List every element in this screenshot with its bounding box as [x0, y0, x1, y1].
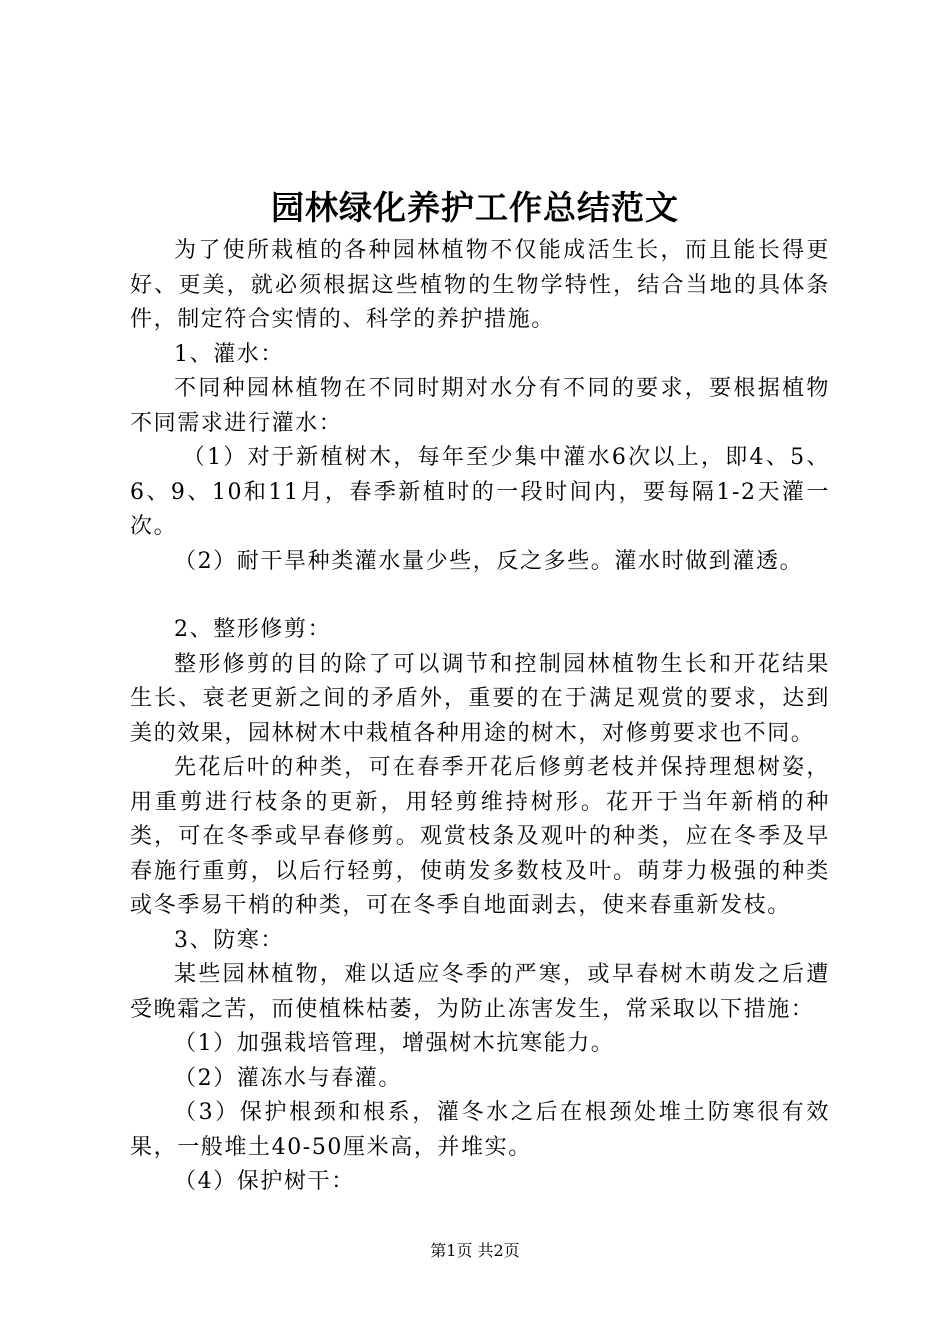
document-body — [130, 234, 830, 1200]
paragraph-watering-item-2: （2）耐干旱种类灌水量少些，反之多些。灌水时做到灌透。 — [174, 548, 804, 574]
paragraph-pruning-purpose: 整形修剪的目的除了可以调节和控制园林植物生长和开花结果生长、衰老更新之间的矛盾外，重要的在于满足观赏的要求，达到美的效果，园林树木中栽植各种用途的树木，对修剪要求也不同。 — [130, 651, 830, 746]
paragraph-watering-intro: 不同种园林植物在不同时期对水分有不同的要求，要根据植物不同需求进行灌水： — [130, 376, 830, 436]
section-heading-pruning: 2、整形修剪： — [174, 617, 332, 642]
paragraph-cold-item-4: （4）保护树干： — [174, 1169, 355, 1194]
paragraph-pruning-methods: 先花后叶的种类，可在春季开花后修剪老枝并保持理想树姿，用重剪进行枝条的更新，用轻剪维持树形。花开于当年新梢的种类，可在冬季或早春修剪。观赏枝条及观叶的种类，应在冬季及早春施行重剪，以后行轻剪，使萌发多数枝及叶。萌芽力极强的种类或冬季易干梢的种类，可在冬季自地面剥去，使来春重新发枝。 — [130, 755, 830, 918]
page-footer: 第1页 共2页 — [430, 1241, 520, 1260]
paragraph-cold-item-1: （1）加强栽培管理，增强树木抗寒能力。 — [174, 1031, 615, 1056]
section-heading-watering: 1、灌水： — [174, 341, 284, 367]
paragraph-cold-item-3: （3）保护根颈和根系，灌冬水之后在根颈处堆土防寒很有效果，一般堆土40-50厘米高，并堆实。 — [130, 1100, 830, 1160]
paragraph-intro: 为了使所栽植的各种园林植物不仅能成活生长，而且能长得更好、更美，就必须根据这些植物的生物学特性，结合当地的具体条件，制定符合实情的、科学的养护措施。 — [130, 238, 830, 332]
paragraph-cold-item-2: （2）灌冻水与春灌。 — [174, 1065, 402, 1091]
paragraph-cold-protection-intro: 某些园林植物，难以适应冬季的严寒，或早春树木萌发之后遭受晚霜之苦，而使植株枯萎，为防止冻害发生，常采取以下措施： — [130, 962, 830, 1022]
document-title: 园林绿化养护工作总结范文 — [271, 188, 679, 227]
paragraph-watering-item-1: （1）对于新植树木，每年至少集中灌水6次以上，即4、5、6、9、10和11月，春季新植时的一段时间内，要每隔1-2天灌一次。 — [130, 445, 830, 539]
section-heading-cold-protection: 3、防寒： — [174, 927, 284, 953]
